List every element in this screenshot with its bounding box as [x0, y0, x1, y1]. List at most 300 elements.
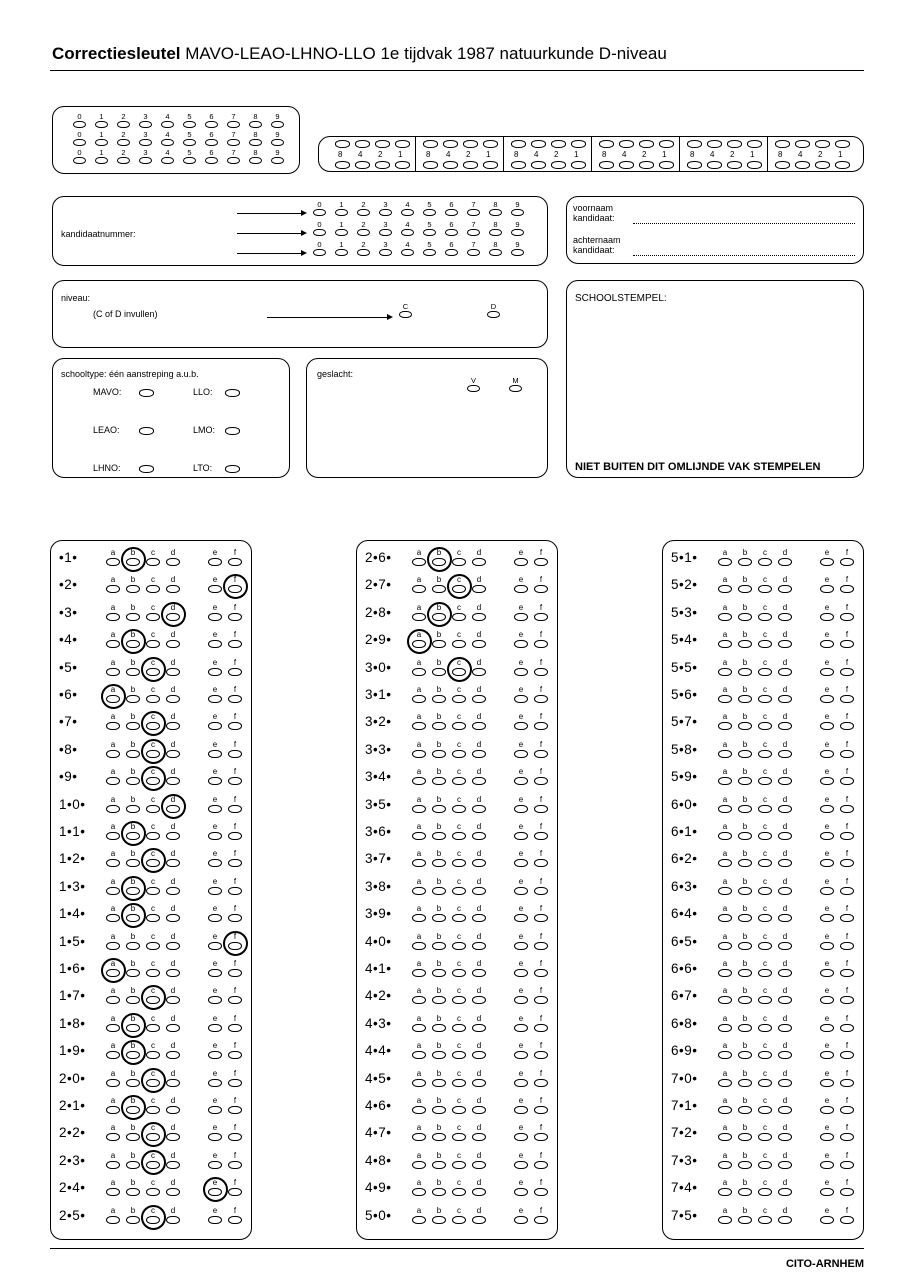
- answer-option[interactable]: d: [165, 1042, 181, 1060]
- candidate-digit-bubble[interactable]: [489, 201, 502, 216]
- answer-option-correct[interactable]: b: [125, 631, 141, 649]
- answer-option[interactable]: b: [737, 1179, 753, 1197]
- answer-option[interactable]: b: [431, 850, 447, 868]
- answer-option[interactable]: d: [777, 741, 793, 759]
- answer-option[interactable]: a: [411, 933, 427, 951]
- answer-option[interactable]: b: [737, 1152, 753, 1170]
- digit-bubble[interactable]: [227, 113, 240, 128]
- digit-bubble[interactable]: [73, 113, 86, 128]
- code-bubble-top[interactable]: [707, 140, 722, 148]
- answer-option[interactable]: b: [737, 768, 753, 786]
- candidate-digit-bubble[interactable]: [401, 201, 414, 216]
- digit-bubble[interactable]: [183, 113, 196, 128]
- answer-option[interactable]: c: [145, 796, 161, 814]
- answer-option-correct[interactable]: b: [431, 549, 447, 567]
- answer-option[interactable]: a: [717, 768, 733, 786]
- answer-option[interactable]: d: [471, 1179, 487, 1197]
- answer-option[interactable]: a: [105, 631, 121, 649]
- answer-option[interactable]: e: [819, 987, 835, 1005]
- answer-option[interactable]: f: [839, 1015, 855, 1033]
- answer-option[interactable]: e: [819, 1207, 835, 1225]
- digit-bubble[interactable]: [73, 131, 86, 146]
- code-bubble-top[interactable]: [551, 140, 566, 148]
- answer-option[interactable]: e: [513, 631, 529, 649]
- answer-option[interactable]: a: [411, 713, 427, 731]
- answer-option[interactable]: a: [105, 796, 121, 814]
- answer-option[interactable]: c: [757, 933, 773, 951]
- answer-option[interactable]: a: [717, 1179, 733, 1197]
- answer-option[interactable]: a: [105, 1015, 121, 1033]
- answer-option-correct[interactable]: b: [125, 878, 141, 896]
- digit-bubble[interactable]: [161, 131, 174, 146]
- answer-option[interactable]: d: [777, 1152, 793, 1170]
- answer-option[interactable]: e: [207, 850, 223, 868]
- answer-option[interactable]: d: [165, 1015, 181, 1033]
- answer-option[interactable]: f: [839, 549, 855, 567]
- answer-option[interactable]: d: [471, 713, 487, 731]
- answer-option[interactable]: d: [165, 1124, 181, 1142]
- answer-option[interactable]: d: [777, 576, 793, 594]
- answer-option[interactable]: d: [777, 878, 793, 896]
- answer-option[interactable]: d: [777, 686, 793, 704]
- answer-option[interactable]: b: [125, 1179, 141, 1197]
- answer-option[interactable]: f: [227, 741, 243, 759]
- digit-bubble[interactable]: [117, 131, 130, 146]
- candidate-digit-bubble[interactable]: [379, 221, 392, 236]
- answer-option[interactable]: c: [451, 1070, 467, 1088]
- answer-option[interactable]: f: [227, 850, 243, 868]
- answer-option[interactable]: b: [431, 1097, 447, 1115]
- answer-option[interactable]: e: [513, 686, 529, 704]
- answer-option[interactable]: d: [471, 631, 487, 649]
- answer-option[interactable]: f: [227, 905, 243, 923]
- answer-option[interactable]: a: [105, 713, 121, 731]
- answer-option[interactable]: e: [819, 713, 835, 731]
- answer-option[interactable]: e: [513, 1207, 529, 1225]
- answer-option[interactable]: b: [431, 631, 447, 649]
- answer-option[interactable]: a: [411, 768, 427, 786]
- answer-option[interactable]: a: [105, 1097, 121, 1115]
- answer-option-correct[interactable]: b: [125, 1042, 141, 1060]
- answer-option[interactable]: a: [717, 933, 733, 951]
- answer-option[interactable]: e: [513, 1070, 529, 1088]
- answer-option[interactable]: b: [737, 878, 753, 896]
- digit-bubble[interactable]: [271, 131, 284, 146]
- answer-option[interactable]: f: [533, 1207, 549, 1225]
- answer-option[interactable]: c: [451, 1124, 467, 1142]
- answer-option[interactable]: b: [431, 1152, 447, 1170]
- answer-option[interactable]: f: [533, 878, 549, 896]
- code-bubble-top[interactable]: [727, 140, 742, 148]
- code-bubble-top[interactable]: [395, 140, 410, 148]
- answer-option[interactable]: c: [451, 1179, 467, 1197]
- answer-option[interactable]: f: [839, 850, 855, 868]
- answer-option[interactable]: f: [533, 1070, 549, 1088]
- digit-bubble[interactable]: [249, 149, 262, 164]
- answer-option[interactable]: d: [165, 905, 181, 923]
- answer-option[interactable]: e: [207, 878, 223, 896]
- answer-option[interactable]: b: [737, 713, 753, 731]
- answer-option-correct[interactable]: c: [145, 850, 161, 868]
- answer-option[interactable]: b: [431, 713, 447, 731]
- code-bubble-top[interactable]: [423, 140, 438, 148]
- answer-option[interactable]: c: [757, 796, 773, 814]
- answer-option[interactable]: d: [471, 576, 487, 594]
- answer-option[interactable]: e: [207, 686, 223, 704]
- answer-option[interactable]: a: [717, 960, 733, 978]
- answer-option[interactable]: b: [737, 576, 753, 594]
- answer-option-correct[interactable]: b: [125, 1015, 141, 1033]
- answer-option[interactable]: f: [839, 604, 855, 622]
- answer-option[interactable]: a: [105, 878, 121, 896]
- answer-option[interactable]: d: [777, 850, 793, 868]
- candidate-digit-bubble[interactable]: [313, 241, 326, 256]
- answer-option[interactable]: c: [451, 549, 467, 567]
- answer-option[interactable]: e: [207, 933, 223, 951]
- code-bubble-bottom[interactable]: [355, 161, 370, 169]
- code-bubble-bottom[interactable]: [483, 161, 498, 169]
- answer-option[interactable]: e: [819, 768, 835, 786]
- answer-option[interactable]: a: [717, 631, 733, 649]
- answer-option[interactable]: e: [513, 850, 529, 868]
- answer-option[interactable]: f: [227, 1015, 243, 1033]
- answer-option[interactable]: f: [227, 686, 243, 704]
- answer-option[interactable]: f: [227, 1042, 243, 1060]
- answer-option-correct[interactable]: f: [227, 933, 243, 951]
- answer-option[interactable]: c: [757, 768, 773, 786]
- answer-option[interactable]: d: [165, 933, 181, 951]
- answer-option[interactable]: f: [839, 1152, 855, 1170]
- candidate-digit-bubble[interactable]: [445, 201, 458, 216]
- answer-option[interactable]: a: [105, 850, 121, 868]
- answer-option-correct[interactable]: c: [451, 659, 467, 677]
- answer-option[interactable]: c: [451, 796, 467, 814]
- answer-option-correct[interactable]: d: [165, 796, 181, 814]
- answer-option[interactable]: c: [145, 1042, 161, 1060]
- answer-option[interactable]: c: [451, 604, 467, 622]
- answer-option[interactable]: d: [471, 1124, 487, 1142]
- code-bubble-bottom[interactable]: [423, 161, 438, 169]
- answer-option[interactable]: a: [411, 549, 427, 567]
- answer-option[interactable]: a: [411, 741, 427, 759]
- answer-option[interactable]: b: [431, 933, 447, 951]
- answer-option[interactable]: b: [431, 796, 447, 814]
- answer-option[interactable]: a: [411, 905, 427, 923]
- answer-option[interactable]: d: [777, 1179, 793, 1197]
- answer-option[interactable]: d: [165, 631, 181, 649]
- answer-option[interactable]: f: [839, 960, 855, 978]
- answer-option[interactable]: a: [717, 1124, 733, 1142]
- answer-option[interactable]: e: [513, 604, 529, 622]
- answer-option[interactable]: e: [819, 741, 835, 759]
- answer-option[interactable]: f: [227, 1070, 243, 1088]
- answer-option[interactable]: b: [737, 905, 753, 923]
- answer-option-correct[interactable]: d: [165, 604, 181, 622]
- answer-option[interactable]: f: [533, 741, 549, 759]
- digit-bubble[interactable]: [205, 131, 218, 146]
- answer-option[interactable]: a: [411, 1124, 427, 1142]
- answer-option[interactable]: f: [227, 1152, 243, 1170]
- answer-option[interactable]: d: [777, 987, 793, 1005]
- answer-option[interactable]: c: [145, 878, 161, 896]
- answer-option[interactable]: f: [839, 905, 855, 923]
- answer-option[interactable]: a: [411, 1152, 427, 1170]
- answer-option[interactable]: c: [451, 1097, 467, 1115]
- answer-option[interactable]: f: [533, 1124, 549, 1142]
- answer-option[interactable]: b: [737, 987, 753, 1005]
- code-bubble-bottom[interactable]: [571, 161, 586, 169]
- answer-option[interactable]: f: [533, 686, 549, 704]
- answer-option[interactable]: e: [513, 713, 529, 731]
- answer-option[interactable]: a: [411, 604, 427, 622]
- answer-option[interactable]: c: [757, 1015, 773, 1033]
- answer-option[interactable]: f: [533, 1015, 549, 1033]
- code-bubble-bottom[interactable]: [727, 161, 742, 169]
- answer-option[interactable]: a: [105, 576, 121, 594]
- answer-option[interactable]: b: [431, 905, 447, 923]
- answer-option[interactable]: c: [145, 823, 161, 841]
- answer-option-correct[interactable]: b: [125, 905, 141, 923]
- answer-option[interactable]: a: [105, 741, 121, 759]
- answer-option[interactable]: d: [471, 741, 487, 759]
- answer-option[interactable]: c: [451, 905, 467, 923]
- answer-option[interactable]: c: [145, 631, 161, 649]
- answer-option[interactable]: a: [411, 796, 427, 814]
- answer-option[interactable]: b: [431, 686, 447, 704]
- answer-option[interactable]: b: [431, 960, 447, 978]
- digit-bubble[interactable]: [161, 149, 174, 164]
- answer-option[interactable]: f: [839, 1042, 855, 1060]
- answer-option[interactable]: b: [737, 659, 753, 677]
- answer-option[interactable]: d: [777, 933, 793, 951]
- answer-option[interactable]: e: [207, 576, 223, 594]
- school-type-bubble[interactable]: [139, 465, 154, 473]
- answer-option[interactable]: a: [717, 905, 733, 923]
- answer-option[interactable]: f: [839, 768, 855, 786]
- answer-option[interactable]: a: [105, 933, 121, 951]
- answer-option[interactable]: c: [757, 960, 773, 978]
- answer-option[interactable]: f: [839, 1179, 855, 1197]
- answer-option[interactable]: b: [737, 1124, 753, 1142]
- answer-option[interactable]: c: [451, 823, 467, 841]
- answer-option[interactable]: a: [717, 850, 733, 868]
- answer-option[interactable]: e: [819, 1070, 835, 1088]
- answer-option[interactable]: e: [819, 1015, 835, 1033]
- answer-option[interactable]: b: [431, 823, 447, 841]
- answer-option-correct[interactable]: b: [125, 549, 141, 567]
- answer-option[interactable]: d: [777, 1070, 793, 1088]
- answer-option[interactable]: e: [819, 1042, 835, 1060]
- answer-option[interactable]: f: [839, 631, 855, 649]
- answer-option-correct[interactable]: a: [105, 960, 121, 978]
- answer-option[interactable]: b: [125, 741, 141, 759]
- code-bubble-bottom[interactable]: [599, 161, 614, 169]
- answer-option[interactable]: e: [207, 604, 223, 622]
- candidate-digit-bubble[interactable]: [423, 241, 436, 256]
- code-bubble-bottom[interactable]: [639, 161, 654, 169]
- answer-option[interactable]: f: [839, 987, 855, 1005]
- answer-option[interactable]: a: [717, 549, 733, 567]
- answer-option[interactable]: b: [125, 576, 141, 594]
- answer-option[interactable]: e: [513, 1124, 529, 1142]
- answer-option[interactable]: d: [777, 823, 793, 841]
- answer-option[interactable]: d: [777, 1207, 793, 1225]
- answer-option[interactable]: c: [451, 850, 467, 868]
- answer-option-correct[interactable]: b: [125, 1097, 141, 1115]
- answer-option[interactable]: c: [451, 933, 467, 951]
- digit-bubble[interactable]: [183, 131, 196, 146]
- answer-option[interactable]: d: [165, 987, 181, 1005]
- answer-option[interactable]: e: [513, 987, 529, 1005]
- answer-option[interactable]: e: [513, 1097, 529, 1115]
- code-bubble-bottom[interactable]: [531, 161, 546, 169]
- answer-option[interactable]: a: [717, 659, 733, 677]
- answer-option[interactable]: d: [777, 1124, 793, 1142]
- answer-option[interactable]: b: [737, 850, 753, 868]
- answer-option[interactable]: a: [411, 659, 427, 677]
- answer-option[interactable]: b: [125, 850, 141, 868]
- school-type-bubble[interactable]: [225, 389, 240, 397]
- answer-option[interactable]: e: [207, 1042, 223, 1060]
- answer-option[interactable]: f: [533, 631, 549, 649]
- answer-option[interactable]: d: [777, 604, 793, 622]
- answer-option[interactable]: c: [757, 631, 773, 649]
- answer-option[interactable]: c: [145, 604, 161, 622]
- answer-option[interactable]: b: [125, 933, 141, 951]
- answer-option[interactable]: f: [839, 796, 855, 814]
- answer-option[interactable]: e: [513, 823, 529, 841]
- candidate-digit-bubble[interactable]: [511, 221, 524, 236]
- answer-option[interactable]: a: [411, 686, 427, 704]
- answer-option[interactable]: e: [819, 659, 835, 677]
- answer-option[interactable]: f: [227, 796, 243, 814]
- answer-option[interactable]: b: [125, 659, 141, 677]
- answer-option[interactable]: c: [451, 960, 467, 978]
- answer-option[interactable]: e: [207, 1070, 223, 1088]
- answer-option[interactable]: a: [411, 823, 427, 841]
- answer-option[interactable]: c: [757, 878, 773, 896]
- code-bubble-bottom[interactable]: [795, 161, 810, 169]
- code-bubble-bottom[interactable]: [443, 161, 458, 169]
- candidate-digit-bubble[interactable]: [335, 201, 348, 216]
- answer-option[interactable]: c: [451, 768, 467, 786]
- code-bubble-top[interactable]: [619, 140, 634, 148]
- answer-option[interactable]: d: [777, 549, 793, 567]
- answer-option[interactable]: d: [471, 1207, 487, 1225]
- candidate-digit-bubble[interactable]: [445, 221, 458, 236]
- answer-option[interactable]: b: [431, 576, 447, 594]
- answer-option[interactable]: b: [737, 604, 753, 622]
- code-bubble-bottom[interactable]: [835, 161, 850, 169]
- candidate-digit-bubble[interactable]: [379, 201, 392, 216]
- answer-option[interactable]: a: [717, 878, 733, 896]
- answer-option[interactable]: f: [227, 549, 243, 567]
- answer-option[interactable]: a: [717, 686, 733, 704]
- answer-option[interactable]: f: [839, 576, 855, 594]
- code-bubble-bottom[interactable]: [551, 161, 566, 169]
- code-bubble-top[interactable]: [659, 140, 674, 148]
- answer-option[interactable]: e: [207, 1097, 223, 1115]
- digit-bubble[interactable]: [95, 113, 108, 128]
- answer-option[interactable]: d: [165, 659, 181, 677]
- answer-option[interactable]: a: [717, 1070, 733, 1088]
- answer-option[interactable]: a: [717, 604, 733, 622]
- answer-option[interactable]: b: [431, 878, 447, 896]
- answer-option[interactable]: b: [431, 1070, 447, 1088]
- candidate-digit-bubble[interactable]: [511, 201, 524, 216]
- answer-option[interactable]: e: [819, 576, 835, 594]
- code-bubble-top[interactable]: [375, 140, 390, 148]
- answer-option[interactable]: a: [411, 1179, 427, 1197]
- answer-option[interactable]: b: [431, 1124, 447, 1142]
- candidate-digit-bubble[interactable]: [313, 201, 326, 216]
- answer-option[interactable]: e: [513, 878, 529, 896]
- answer-option[interactable]: f: [227, 823, 243, 841]
- answer-option[interactable]: f: [227, 631, 243, 649]
- code-bubble-top[interactable]: [835, 140, 850, 148]
- answer-option[interactable]: c: [757, 850, 773, 868]
- answer-option[interactable]: b: [737, 1070, 753, 1088]
- answer-option[interactable]: c: [757, 823, 773, 841]
- answer-option[interactable]: e: [819, 878, 835, 896]
- answer-option[interactable]: d: [777, 905, 793, 923]
- answer-option[interactable]: b: [431, 1179, 447, 1197]
- digit-bubble[interactable]: [249, 113, 262, 128]
- answer-option[interactable]: d: [471, 850, 487, 868]
- candidate-digit-bubble[interactable]: [401, 241, 414, 256]
- code-bubble-bottom[interactable]: [707, 161, 722, 169]
- answer-option[interactable]: f: [227, 604, 243, 622]
- digit-bubble[interactable]: [139, 131, 152, 146]
- answer-option[interactable]: a: [411, 987, 427, 1005]
- answer-option[interactable]: e: [513, 1152, 529, 1170]
- answer-option[interactable]: e: [513, 741, 529, 759]
- digit-bubble[interactable]: [205, 113, 218, 128]
- answer-option[interactable]: a: [717, 1042, 733, 1060]
- answer-option[interactable]: d: [165, 576, 181, 594]
- code-bubble-bottom[interactable]: [775, 161, 790, 169]
- answer-option[interactable]: e: [513, 905, 529, 923]
- answer-option[interactable]: f: [227, 1207, 243, 1225]
- answer-option[interactable]: c: [145, 1015, 161, 1033]
- answer-option-correct[interactable]: c: [145, 1124, 161, 1142]
- answer-option[interactable]: f: [839, 823, 855, 841]
- answer-option[interactable]: f: [227, 713, 243, 731]
- answer-option[interactable]: c: [145, 1097, 161, 1115]
- digit-bubble[interactable]: [227, 149, 240, 164]
- answer-option-correct[interactable]: c: [145, 768, 161, 786]
- answer-option[interactable]: c: [757, 659, 773, 677]
- level-d-bubble[interactable]: [487, 303, 500, 318]
- answer-option[interactable]: e: [207, 741, 223, 759]
- answer-option[interactable]: a: [717, 1015, 733, 1033]
- answer-option[interactable]: d: [471, 1152, 487, 1170]
- answer-option[interactable]: f: [227, 659, 243, 677]
- answer-option[interactable]: e: [513, 1042, 529, 1060]
- answer-option-correct[interactable]: c: [145, 1152, 161, 1170]
- answer-option[interactable]: c: [757, 741, 773, 759]
- answer-option[interactable]: c: [757, 1124, 773, 1142]
- answer-option[interactable]: f: [533, 905, 549, 923]
- code-bubble-bottom[interactable]: [619, 161, 634, 169]
- answer-option[interactable]: f: [533, 850, 549, 868]
- code-bubble-top[interactable]: [483, 140, 498, 148]
- answer-option[interactable]: f: [533, 1152, 549, 1170]
- digit-bubble[interactable]: [139, 149, 152, 164]
- school-type-bubble[interactable]: [225, 465, 240, 473]
- answer-option[interactable]: f: [839, 659, 855, 677]
- code-bubble-top[interactable]: [571, 140, 586, 148]
